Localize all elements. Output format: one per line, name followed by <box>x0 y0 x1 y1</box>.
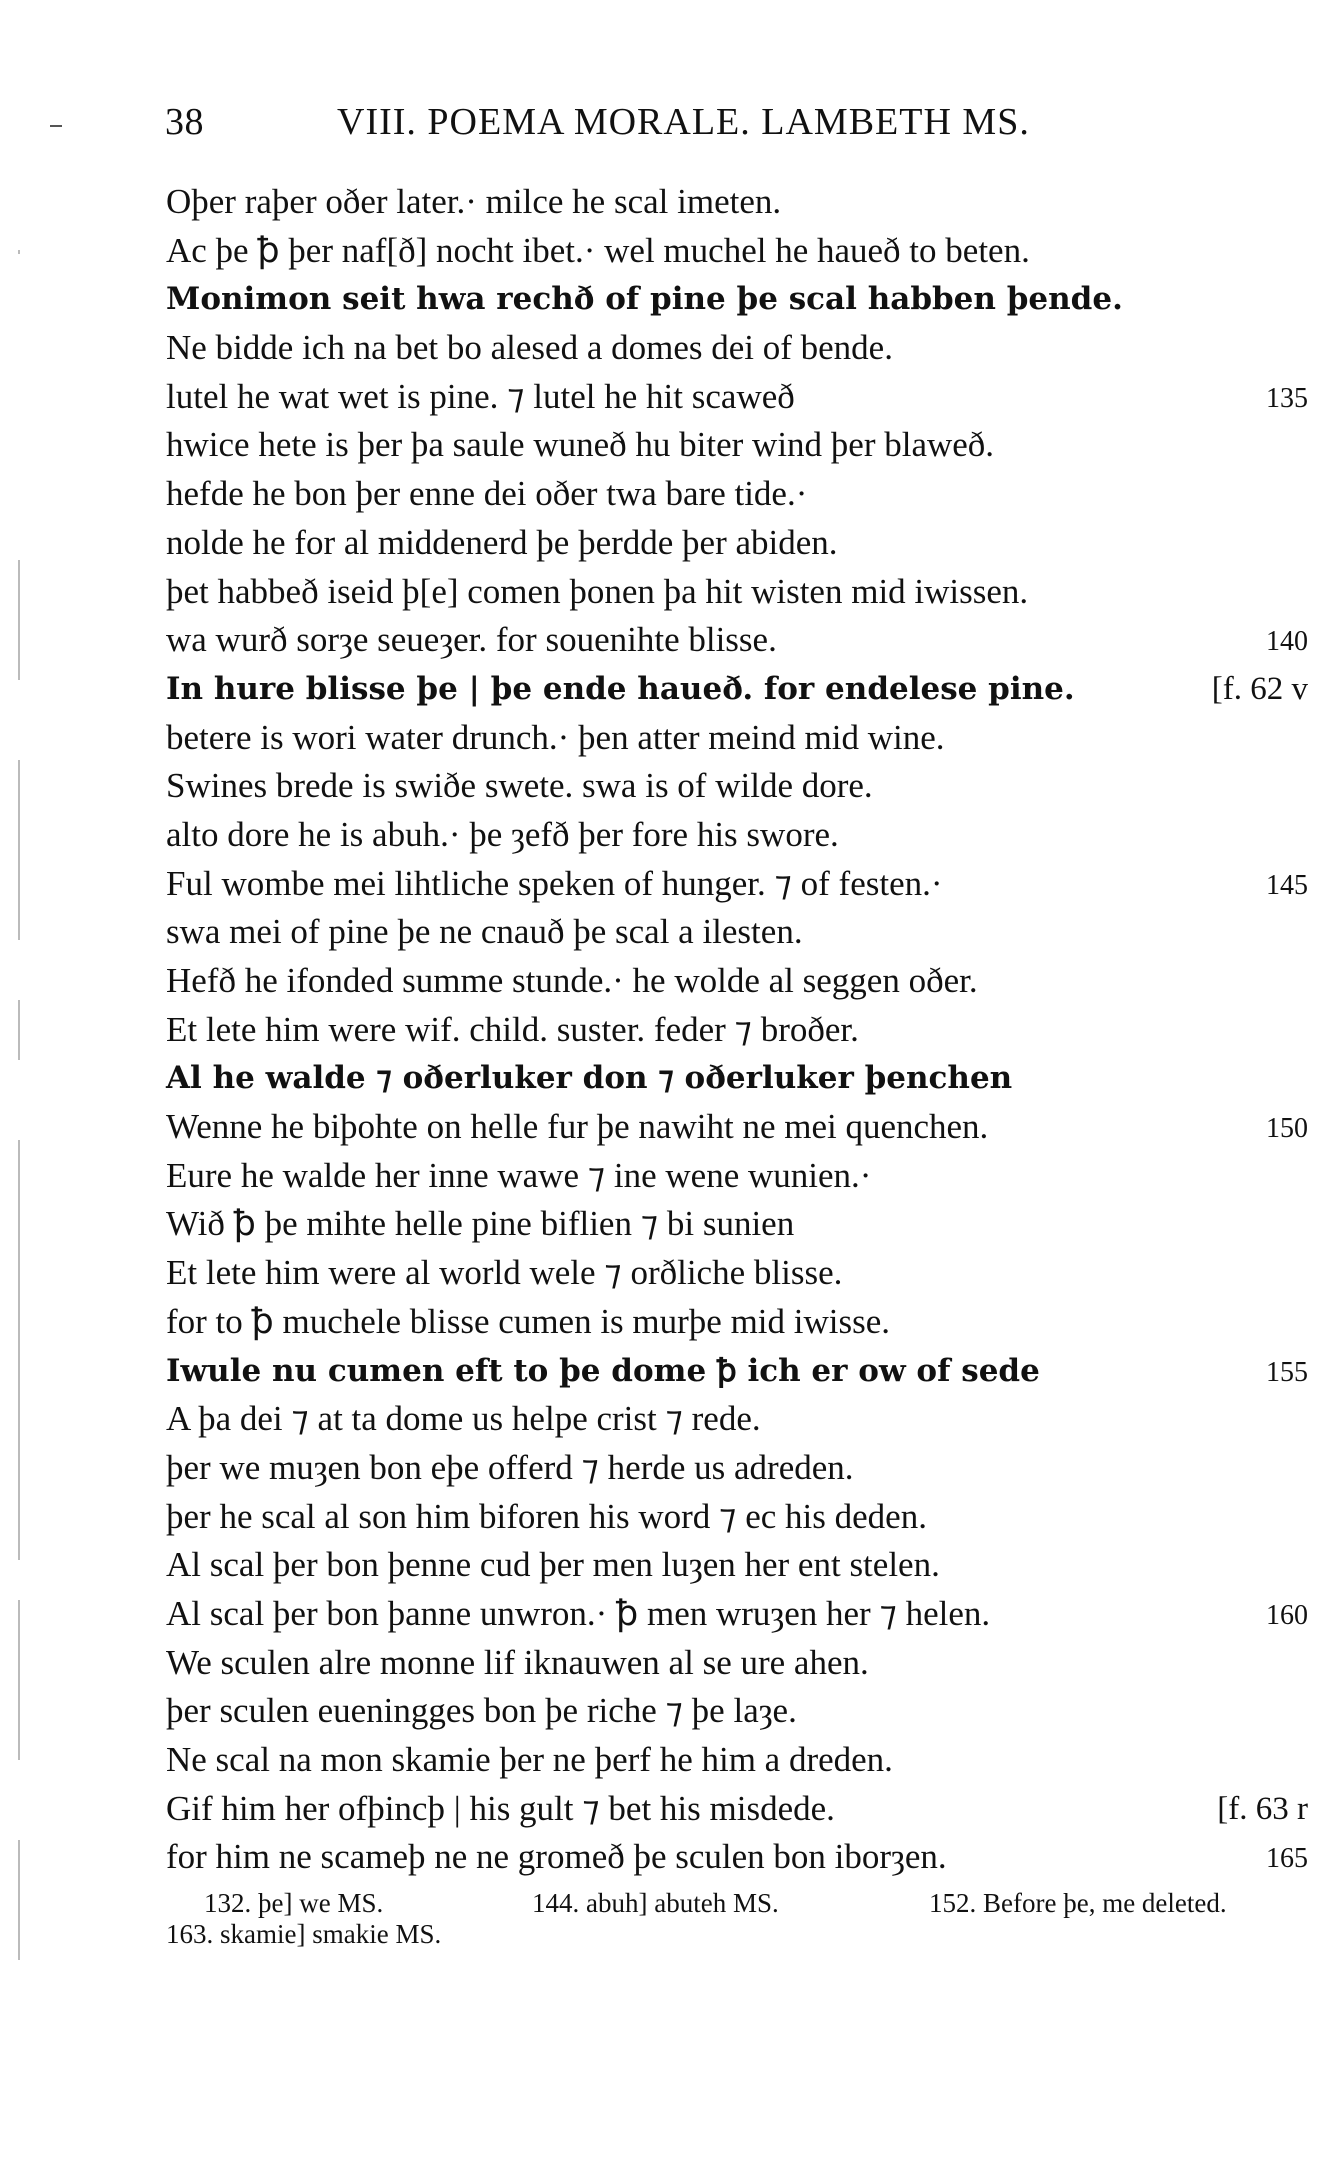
poem-line <box>0 616 1338 665</box>
poem-line <box>0 373 1338 422</box>
folio-reference: [f. 62 v <box>1211 670 1308 707</box>
poem-line-text: In hure blisse þe | þe ende haueð. for endelese pine. <box>166 670 1075 707</box>
line-number: 165 <box>1266 1843 1308 1875</box>
poem-line <box>0 1054 1338 1103</box>
poem-line <box>0 178 1338 227</box>
poem-line <box>0 1347 1338 1396</box>
poem-line-text: wa wurð sorȝe seueȝer. for souenihte blisse. <box>166 620 777 660</box>
poem-line-text: Iwule nu cumen eft to þe dome ꝥ ich er ow of sede <box>166 1352 1040 1389</box>
poem-line-text: hefde he bon þer enne dei oðer twa bare tide.· <box>166 474 808 514</box>
poem-line <box>0 1590 1338 1639</box>
poem-line-text: Wenne he biþohte on helle fur þe nawiht ne mei quenchen. <box>166 1107 989 1147</box>
poem-line-text: Et lete him were wif. child. suster. feder ⁊ broðer. <box>166 1009 859 1049</box>
poem-line-text: þer sculen eueningges bon þe riche ⁊ þe laȝe. <box>166 1691 797 1731</box>
line-number: 155 <box>1266 1356 1308 1388</box>
running-title: VIII. POEMA MORALE. LAMBETH MS. <box>337 101 1030 143</box>
poem-line-text: A þa dei ⁊ at ta dome us helpe crist ⁊ rede. <box>166 1399 761 1439</box>
poem-line-text: Swines brede is swiðe swete. swa is of wilde dore. <box>166 766 873 806</box>
footnote: 144. abuh] abuteh MS. <box>532 1888 779 1918</box>
poem-line <box>0 1395 1338 1444</box>
poem-line-text: þer he scal al son him biforen his word ⁊ ec his deden. <box>166 1496 927 1536</box>
poem-line-text: Gif him her ofþincþ | his gult ⁊ bet his misdede. <box>166 1788 835 1828</box>
poem-line <box>0 1200 1338 1249</box>
poem-line <box>0 1493 1338 1542</box>
poem-line <box>0 762 1338 811</box>
poem-line <box>0 1736 1338 1785</box>
poem-line <box>0 324 1338 373</box>
poem-line-text: Al scal þer bon þenne cud þer men luȝen her ent stelen. <box>166 1545 940 1585</box>
poem-line-text: Ac þe ꝥ þer naf[ð] nocht ibet.· wel muchel he haueð to beten. <box>166 230 1030 270</box>
poem-line-text: betere is wori water drunch.· þen atter meind mid wine. <box>166 717 945 757</box>
poem-line <box>0 957 1338 1006</box>
poem-line <box>0 421 1338 470</box>
poem-line-text: Monimon seit hwa rechð of pine þe scal habben þende. <box>166 281 1123 318</box>
poem-line <box>0 1444 1338 1493</box>
poem-line-text: þer we muȝen bon eþe offerd ⁊ herde us adreden. <box>166 1447 854 1487</box>
poem-line-text: Eure he walde her inne wawe ⁊ ine wene wunien.· <box>166 1155 872 1195</box>
line-number: 135 <box>1266 382 1308 414</box>
footnote-row <box>166 1888 1326 1919</box>
margin-dash <box>50 125 62 127</box>
poem-line <box>0 1541 1338 1590</box>
poem-line-text: Et lete him were al world wele ⁊ orðliche blisse. <box>166 1253 843 1293</box>
poem-line-text: Ful wombe mei lihtliche speken of hunger. ⁊ of festen.· <box>166 863 943 903</box>
page-number: 38 <box>165 101 204 143</box>
poem-line <box>0 1249 1338 1298</box>
poem-line <box>0 1103 1338 1152</box>
poem-line <box>0 275 1338 324</box>
poem-line-text: Al he walde ⁊ oðerluker don ⁊ oðerluker þenchen <box>166 1060 1013 1097</box>
poem-line-text: Al scal þer bon þanne unwron.· ꝥ men wruȝen her ⁊ helen. <box>166 1593 991 1633</box>
poem-line <box>0 1833 1338 1882</box>
running-header <box>165 100 1298 160</box>
folio-reference: [f. 63 r <box>1217 1790 1308 1827</box>
poem-line-text: nolde he for al middenerd þe þerdde þer abiden. <box>166 522 838 562</box>
line-number: 145 <box>1266 869 1308 901</box>
poem-line-text: Hefð he ifonded summe stunde.· he wolde al seggen oðer. <box>166 961 978 1000</box>
poem-line-text: for to ꝥ muchele blisse cumen is murþe mid iwisse. <box>166 1301 891 1341</box>
poem-line <box>0 1639 1338 1688</box>
poem-line <box>0 568 1338 617</box>
footnote-row <box>166 1919 1326 1950</box>
poem-line <box>0 860 1338 909</box>
poem-line <box>0 1152 1338 1201</box>
line-number: 160 <box>1266 1599 1308 1631</box>
poem-line-text: for him ne scameþ ne ne gromeð þe sculen bon iborȝen. <box>166 1837 947 1877</box>
poem-line <box>0 1006 1338 1055</box>
footnote: 163. skamie] smakie MS. <box>166 1919 442 1949</box>
poem-line <box>0 470 1338 519</box>
footnote: 152. Before þe, me deleted. <box>929 1888 1227 1918</box>
poem-line <box>0 227 1338 276</box>
poem-line <box>0 1298 1338 1347</box>
poem-line <box>0 714 1338 763</box>
poem-line <box>0 811 1338 860</box>
poem-line-text: Oþer raþer oðer later.· milce he scal imeten. <box>166 182 782 221</box>
poem-line-text: lutel he wat wet is pine. ⁊ lutel he hit scaweð <box>166 376 795 416</box>
poem-line-text: þet habbeð iseid þ[e] comen þonen þa hit wisten mid iwissen. <box>166 571 1029 611</box>
footnotes <box>166 1888 1326 1950</box>
poem-line-text: We sculen alre monne lif iknauwen al se ure ahen. <box>166 1642 869 1682</box>
poem-line <box>0 908 1338 957</box>
poem-line <box>0 1687 1338 1736</box>
line-number: 140 <box>1266 626 1308 658</box>
poem-text <box>0 178 1338 1882</box>
poem-line <box>0 665 1338 714</box>
poem-line-text: Ne scal na mon skamie þer ne þerf he him a dreden. <box>166 1740 893 1779</box>
line-number: 150 <box>1266 1113 1308 1145</box>
poem-line-text: hwice hete is þer þa saule wuneð hu biter wind þer blaweð. <box>166 425 995 465</box>
poem-line <box>0 519 1338 568</box>
poem-line-text: Wið ꝥ þe mihte helle pine biflien ⁊ bi sunien <box>166 1204 795 1244</box>
poem-line-text: swa mei of pine þe ne cnauð þe scal a ilesten. <box>166 912 803 952</box>
poem-line-text: alto dore he is abuh.· þe ȝefð þer fore his swore. <box>166 814 839 854</box>
poem-line-text: Ne bidde ich na bet bo alesed a domes dei of bende. <box>166 328 893 368</box>
poem-line <box>0 1785 1338 1834</box>
footnote: 132. þe] we MS. <box>204 1888 384 1918</box>
